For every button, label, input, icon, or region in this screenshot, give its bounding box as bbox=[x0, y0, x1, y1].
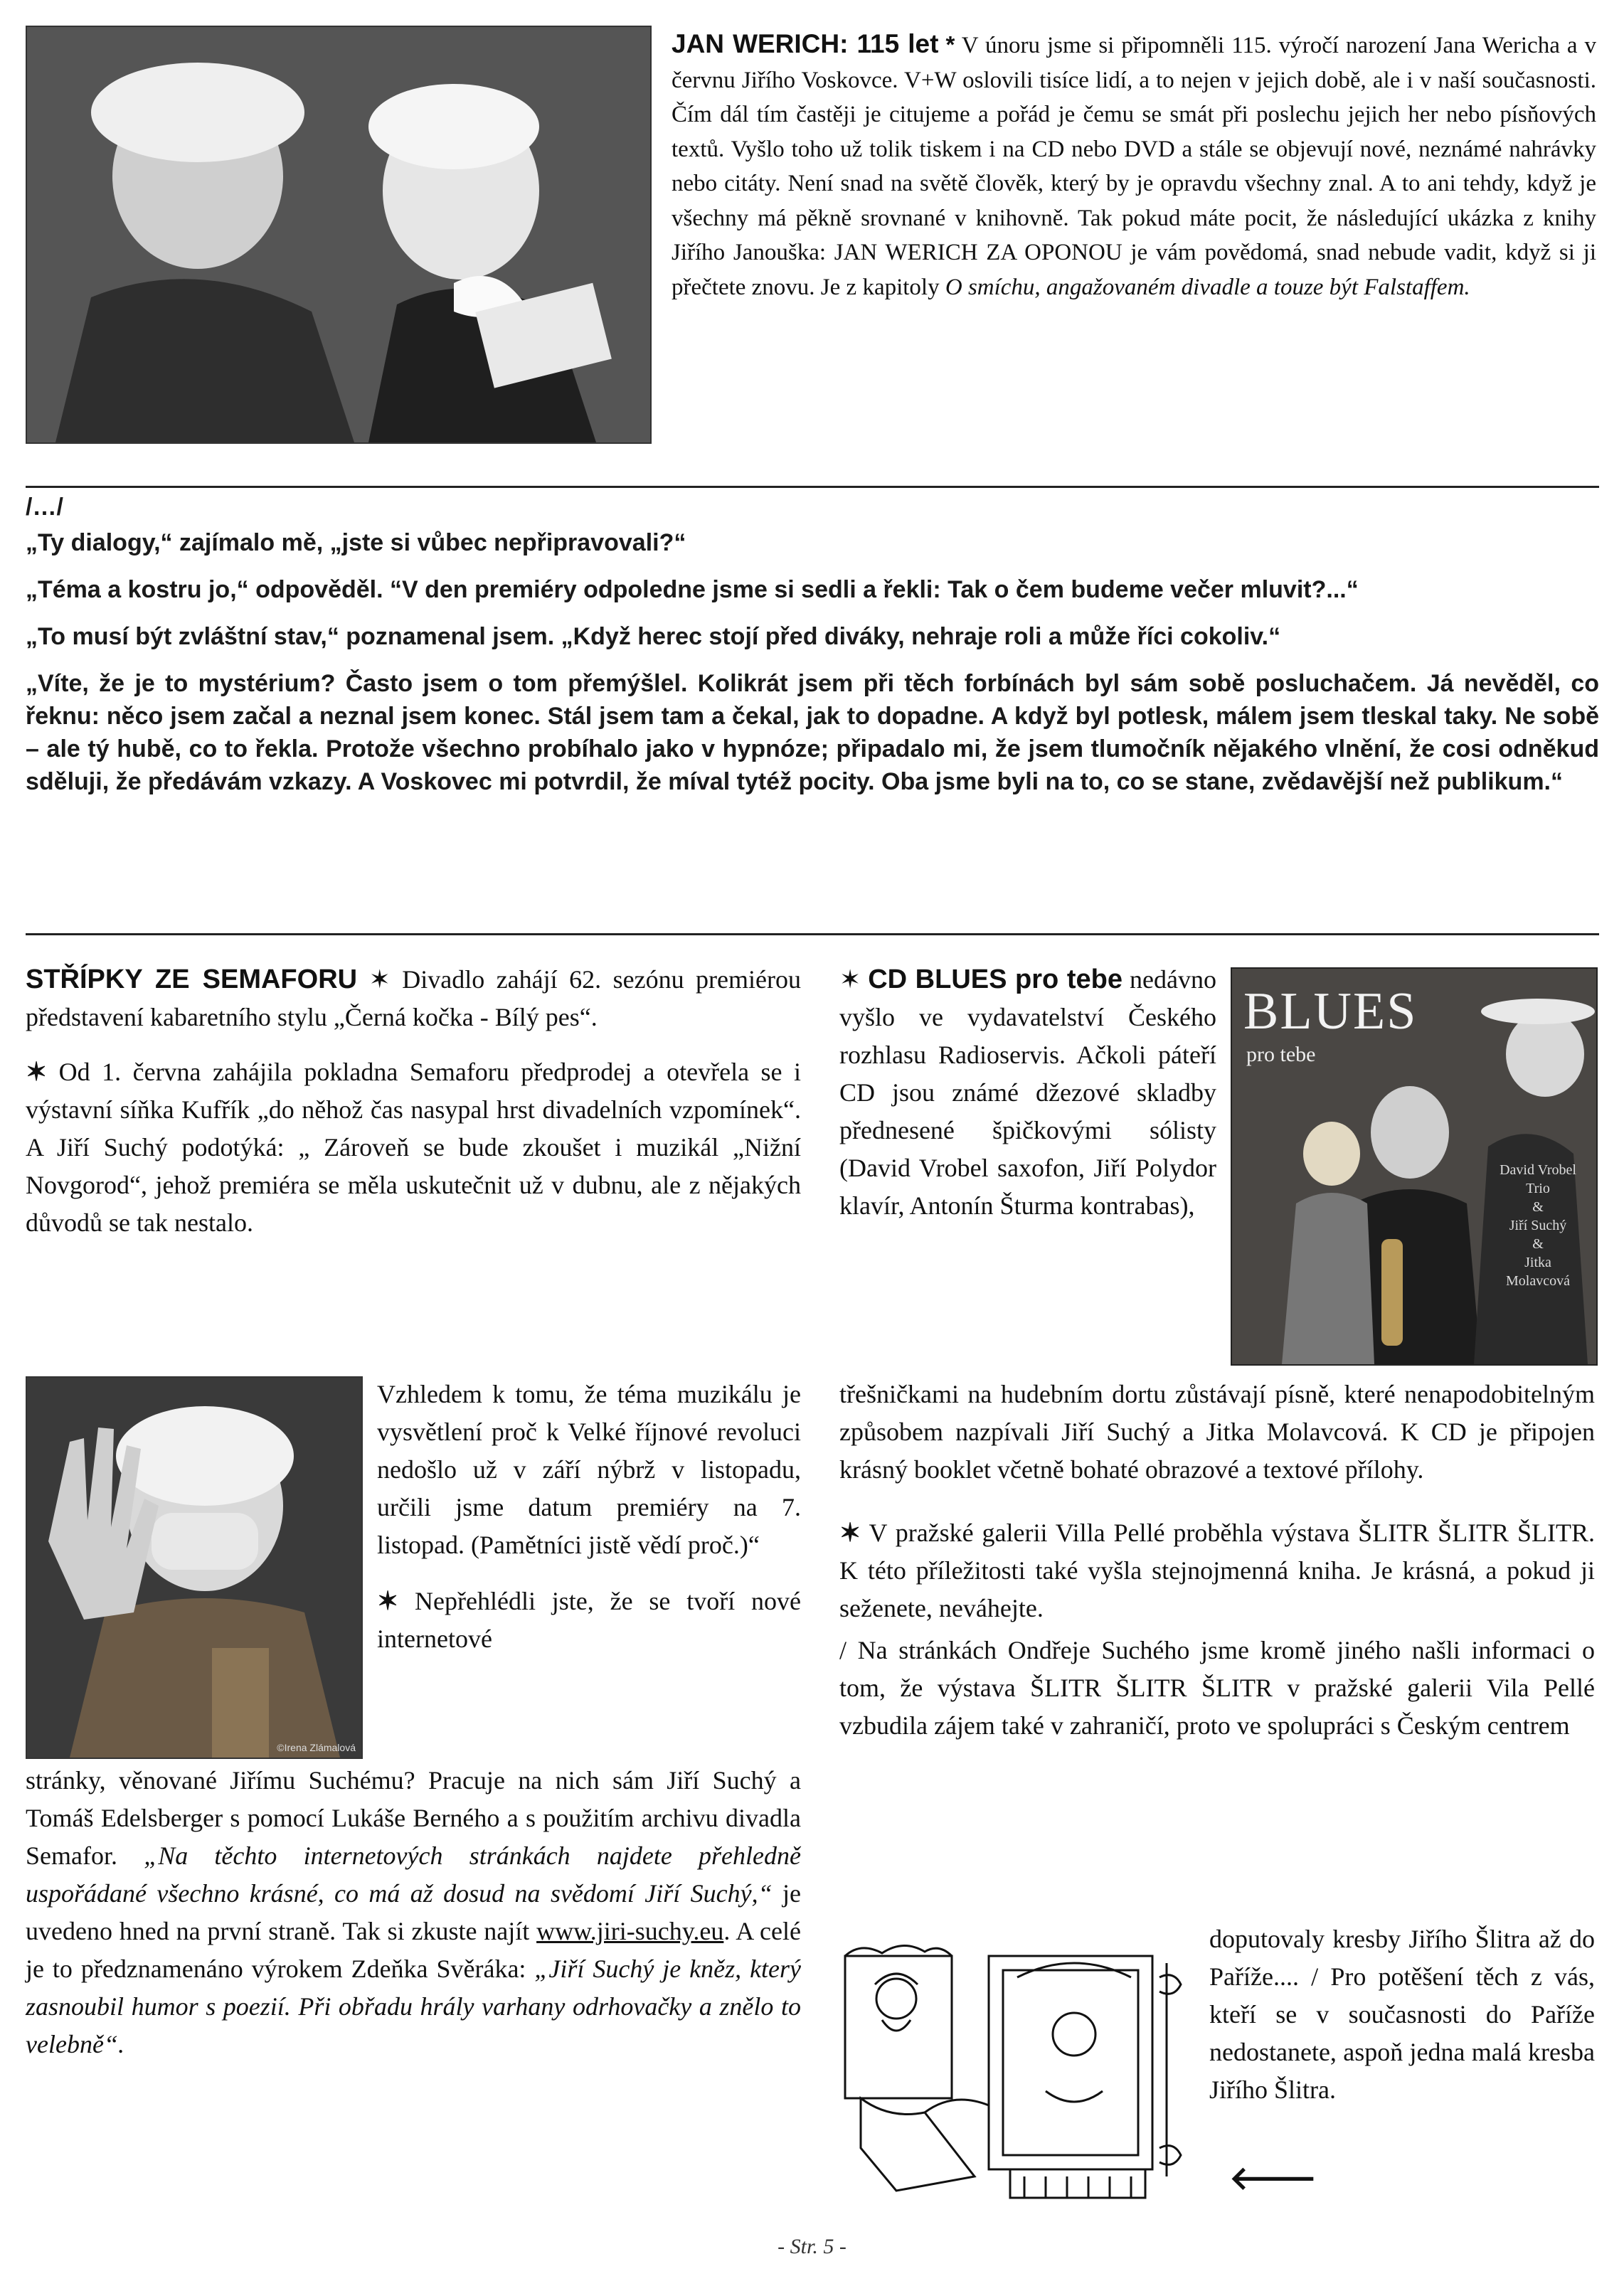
semafor-paragraph-3a: Nepřehlédli jste, že se tvoří nové internetové bbox=[377, 1587, 802, 1653]
cd-paragraph-1-wrap bbox=[839, 960, 1216, 1225]
werich-voskovec-photo-art bbox=[27, 27, 650, 442]
article-werich-text bbox=[672, 27, 1596, 304]
quote-ellipsis: /…/ bbox=[26, 494, 63, 521]
semafor-paragraph-3c: je uvedeno hned na první straně. Tak si zkuste najít bbox=[26, 1879, 802, 1945]
quote-paragraph-3: „To musí být zvláštní stav,“ poznamenal jsem. „Když herec stojí před diváky, nehraje roli a může říci cokoliv.“ bbox=[26, 623, 1281, 650]
semafor-paragraph-3a-wrap bbox=[377, 1583, 801, 1658]
jiri-suchy-photo bbox=[26, 1376, 363, 1759]
jiri-suchy-website-link[interactable]: www.jiri-suchy.eu bbox=[536, 1917, 724, 1945]
semafor-paragraph-2-wrap bbox=[26, 1053, 801, 1242]
article-werich-intro: V únoru jsme si připomněli 115. výročí narození Jana Wericha a v červnu Jiřího Voskovce. V+W oslovili tisíce lidí, a to nejen v jejich době, ale i v naší současnosti. Čím dál tím častěji je citujeme a pořád je čemu se smát při poslechu jejich her nebo písňových textů. Vyšlo toho už tolik tiskem i na CD nebo DVD a stále se objevují nové, neznámé nahrávky nebo citáty. Není snad na světě člověk, který by je opravdu všechny znal. A to ani tehdy, když je všechny má pěkně srovnané v knihovně. Tak pokud máte pocit, že následující ukázka z knihy Jiřího Janouška: JAN WERICH ZA OPONOU je vám povědomá, snad nebude vadit, když si ji přečtete znovu. Je z kapitoly bbox=[672, 33, 1597, 300]
cd-cover-subtitle: pro tebe bbox=[1246, 1043, 1316, 1066]
semafor-paragraph-3 bbox=[26, 1762, 801, 2063]
divider-middle bbox=[26, 933, 1599, 935]
cd-cover-credit-line: Trio bbox=[1526, 1181, 1550, 1196]
werich-voskovec-photo bbox=[26, 26, 652, 444]
semafor-title: STŘÍPKY ZE SEMAFORU bbox=[26, 964, 358, 994]
semafor-quote-italic: „Na těchto internetových stránkách najdete přehledně uspořádané všechno krásné, co má až dosud na svědomí Jiří Suchý,“ bbox=[26, 1841, 801, 1908]
article-werich-title: JAN WERICH: 115 let bbox=[672, 29, 939, 58]
semafor-section bbox=[26, 960, 801, 1242]
semafor-bottom bbox=[26, 1762, 801, 2063]
slitr-paragraph-1-wrap bbox=[839, 1514, 1595, 1627]
article-werich-intro-italic: O smíchu, angažovaném divadle a touze být Falstaffem. bbox=[945, 274, 1470, 300]
star-icon: ✶ bbox=[26, 1058, 48, 1086]
cd-cover-title: BLUES bbox=[1243, 982, 1418, 1041]
semafor-paragraph-2b: Vzhledem k tomu, že téma muzikálu je vysvětlení proč k Velké říjnové revoluci nedošlo už v září nýbrž v listopadu, určili jsme datum premiéry na 7. listopad. (Pamětníci jistě vědí proč.)“ bbox=[377, 1380, 801, 1559]
star-icon: ✶ bbox=[368, 964, 391, 994]
quote-paragraph-1: „Ty dialogy,“ zajímalo mě, „jste si vůbec nepřipravovali?“ bbox=[26, 529, 686, 556]
cd-cover-credit-line: Jitka bbox=[1524, 1255, 1551, 1270]
photo-credit: ©Irena Zlámalová bbox=[277, 1742, 356, 1753]
semafor-aside bbox=[377, 1376, 801, 1658]
article-werich bbox=[672, 27, 1596, 304]
slitr-paragraph-1: V pražské galerii Villa Pellé proběhla výstava ŠLITR ŠLITR ŠLITR. K této příležitosti také vyšla stejnojmenná kniha. Je krásná, a pokud ji seženete, neváhejte. bbox=[839, 1519, 1595, 1622]
slitr-paragraph-2b: doputovaly kresby Jiřího Šlitra až do Paříže.... / Pro potěšení těch z vás, kteří se v současnosti do Paříže nedostanete, aspoň jedna malá kresba Jiřího Šlitra. bbox=[1209, 1925, 1595, 2104]
slitr-paragraph-2: / Na stránkách Ondřeje Suchého jsme kromě jiného našli informaci o tom, že výstava ŠLITR ŠLITR ŠLITR v pražské galerii Vila Pellé vzbudila zájem také v zahraničí, proto ve spolupráci s Českým centrem bbox=[839, 1636, 1595, 1740]
cd-paragraph-1b: třešničkami na hudebním dortu zůstávají písně, které nenapodobitelným způsobem nazpívali Jiří Suchý a Jitka Molavcová. K CD je připojen krásný booklet včetně bohaté obrazové a textové přílohy. bbox=[839, 1380, 1595, 1484]
slitr-drawing bbox=[832, 1935, 1192, 2205]
cd-section bbox=[839, 960, 1216, 1225]
semafor-paragraph-1: Divadlo zahájí 62. sezónu premiérou představení kabaretního stylu „Černá kočka - Bílý pes“. bbox=[26, 965, 801, 1031]
divider-top bbox=[26, 486, 1599, 488]
cd-paragraph-1: nedávno vyšlo ve vydavatelství Českého rozhlasu Radioservis. Ačkoli páteří CD jsou známé džezové skladby přednesené špičkovými sólisty (David Vrobel saxofon, Jiří Polydor klavír, Antonín Šturma kontrabas), bbox=[839, 965, 1216, 1220]
slitr-aside bbox=[1209, 1920, 1595, 2109]
cd-cover-credit-line: & bbox=[1532, 1236, 1544, 1252]
quote-section bbox=[26, 491, 1599, 798]
cd-cover-credits bbox=[1488, 1161, 1588, 1290]
slitr-drawing-art bbox=[832, 1935, 1192, 2205]
star-icon: ✶ bbox=[839, 964, 861, 994]
cd-continuation bbox=[839, 1376, 1595, 1745]
semafor-paragraph-3d: . A celé je to předznamenáno výrokem Zdeňka Svěráka: bbox=[26, 1917, 801, 1983]
cd-cover-credit-line: Jiří Suchý bbox=[1509, 1218, 1567, 1233]
star-icon: ✶ bbox=[839, 1519, 861, 1547]
semafor-intro bbox=[26, 960, 801, 1036]
quote-paragraph-4: „Víte, že je to mystérium? Často jsem o tom přemýšlel. Kolikrát jsem při těch forbínách byl sám sobě posluchačem. Já nevěděl, co řeknu: něco jsem začal a neznal jsem konec. Stál jsem tam a čekal, jak to dopadne. A když byl potlesk, málem jsem tleskal taky. Ne sobě – ale tý hubě, co to řekla. Protože všechno probíhalo jako v hypnóze; připadalo mi, že jsem tlumočník nějakého vlnění, že cosi odněkud sděluji, že předávám vzkazy. A Voskovec mi potvrdil, že míval tytéž pocity. Oba jsme byli na to, co se stane, zvědavější než publikum.“ bbox=[26, 670, 1599, 795]
quote-paragraph-2: „Téma a kostru jo,“ odpověděl. “V den premiéry odpoledne jsme si sedli a řekli: Tak o čem budeme večer mluvit?...“ bbox=[26, 576, 1359, 603]
page-number: - Str. 5 - bbox=[777, 2235, 847, 2258]
semafor-paragraph-2: Od 1. června zahájila pokladna Semaforu předprodej a otevřela se i výstavní síňka Kufřík „do něhož čas nasypal hrst divadelních vzpomínek“. A Jiří Suchý podotýká: „ Zároveň se bude zkoušet i muzikál „Nižní Novgorod“, jehož premiéra se měla uskutečnit už v dubnu, ale z nějakých důvodů se tak nestalo. bbox=[26, 1058, 802, 1237]
semafor-paragraph-3b: stránky, věnované Jiřímu Suchému? Pracuje na nich sám Jiří Suchý a Tomáš Edelsberger s pomocí Lukáše Berného a s použitím archivu divadla Semafor. bbox=[26, 1766, 801, 1870]
cd-cover-credit-line: Molavcová bbox=[1506, 1273, 1570, 1289]
jiri-suchy-photo-art bbox=[27, 1378, 361, 1758]
blues-cd-cover bbox=[1231, 967, 1598, 1366]
cd-cover-credit-line: & bbox=[1532, 1199, 1544, 1215]
star-icon: * bbox=[945, 31, 955, 58]
cd-title: CD BLUES pro tebe bbox=[868, 964, 1123, 994]
cd-cover-credit-line: David Vrobel bbox=[1500, 1162, 1576, 1178]
star-icon: ✶ bbox=[377, 1587, 399, 1615]
sverak-quote-italic: „Jiří Suchý je kněz, který zasnoubil humor s poezií. Při obřadu hrály varhany odrhovačky a znělo to velebně“. bbox=[26, 1955, 802, 2058]
arrow-left-icon[interactable]: 🡐 bbox=[1229, 2159, 1317, 2196]
